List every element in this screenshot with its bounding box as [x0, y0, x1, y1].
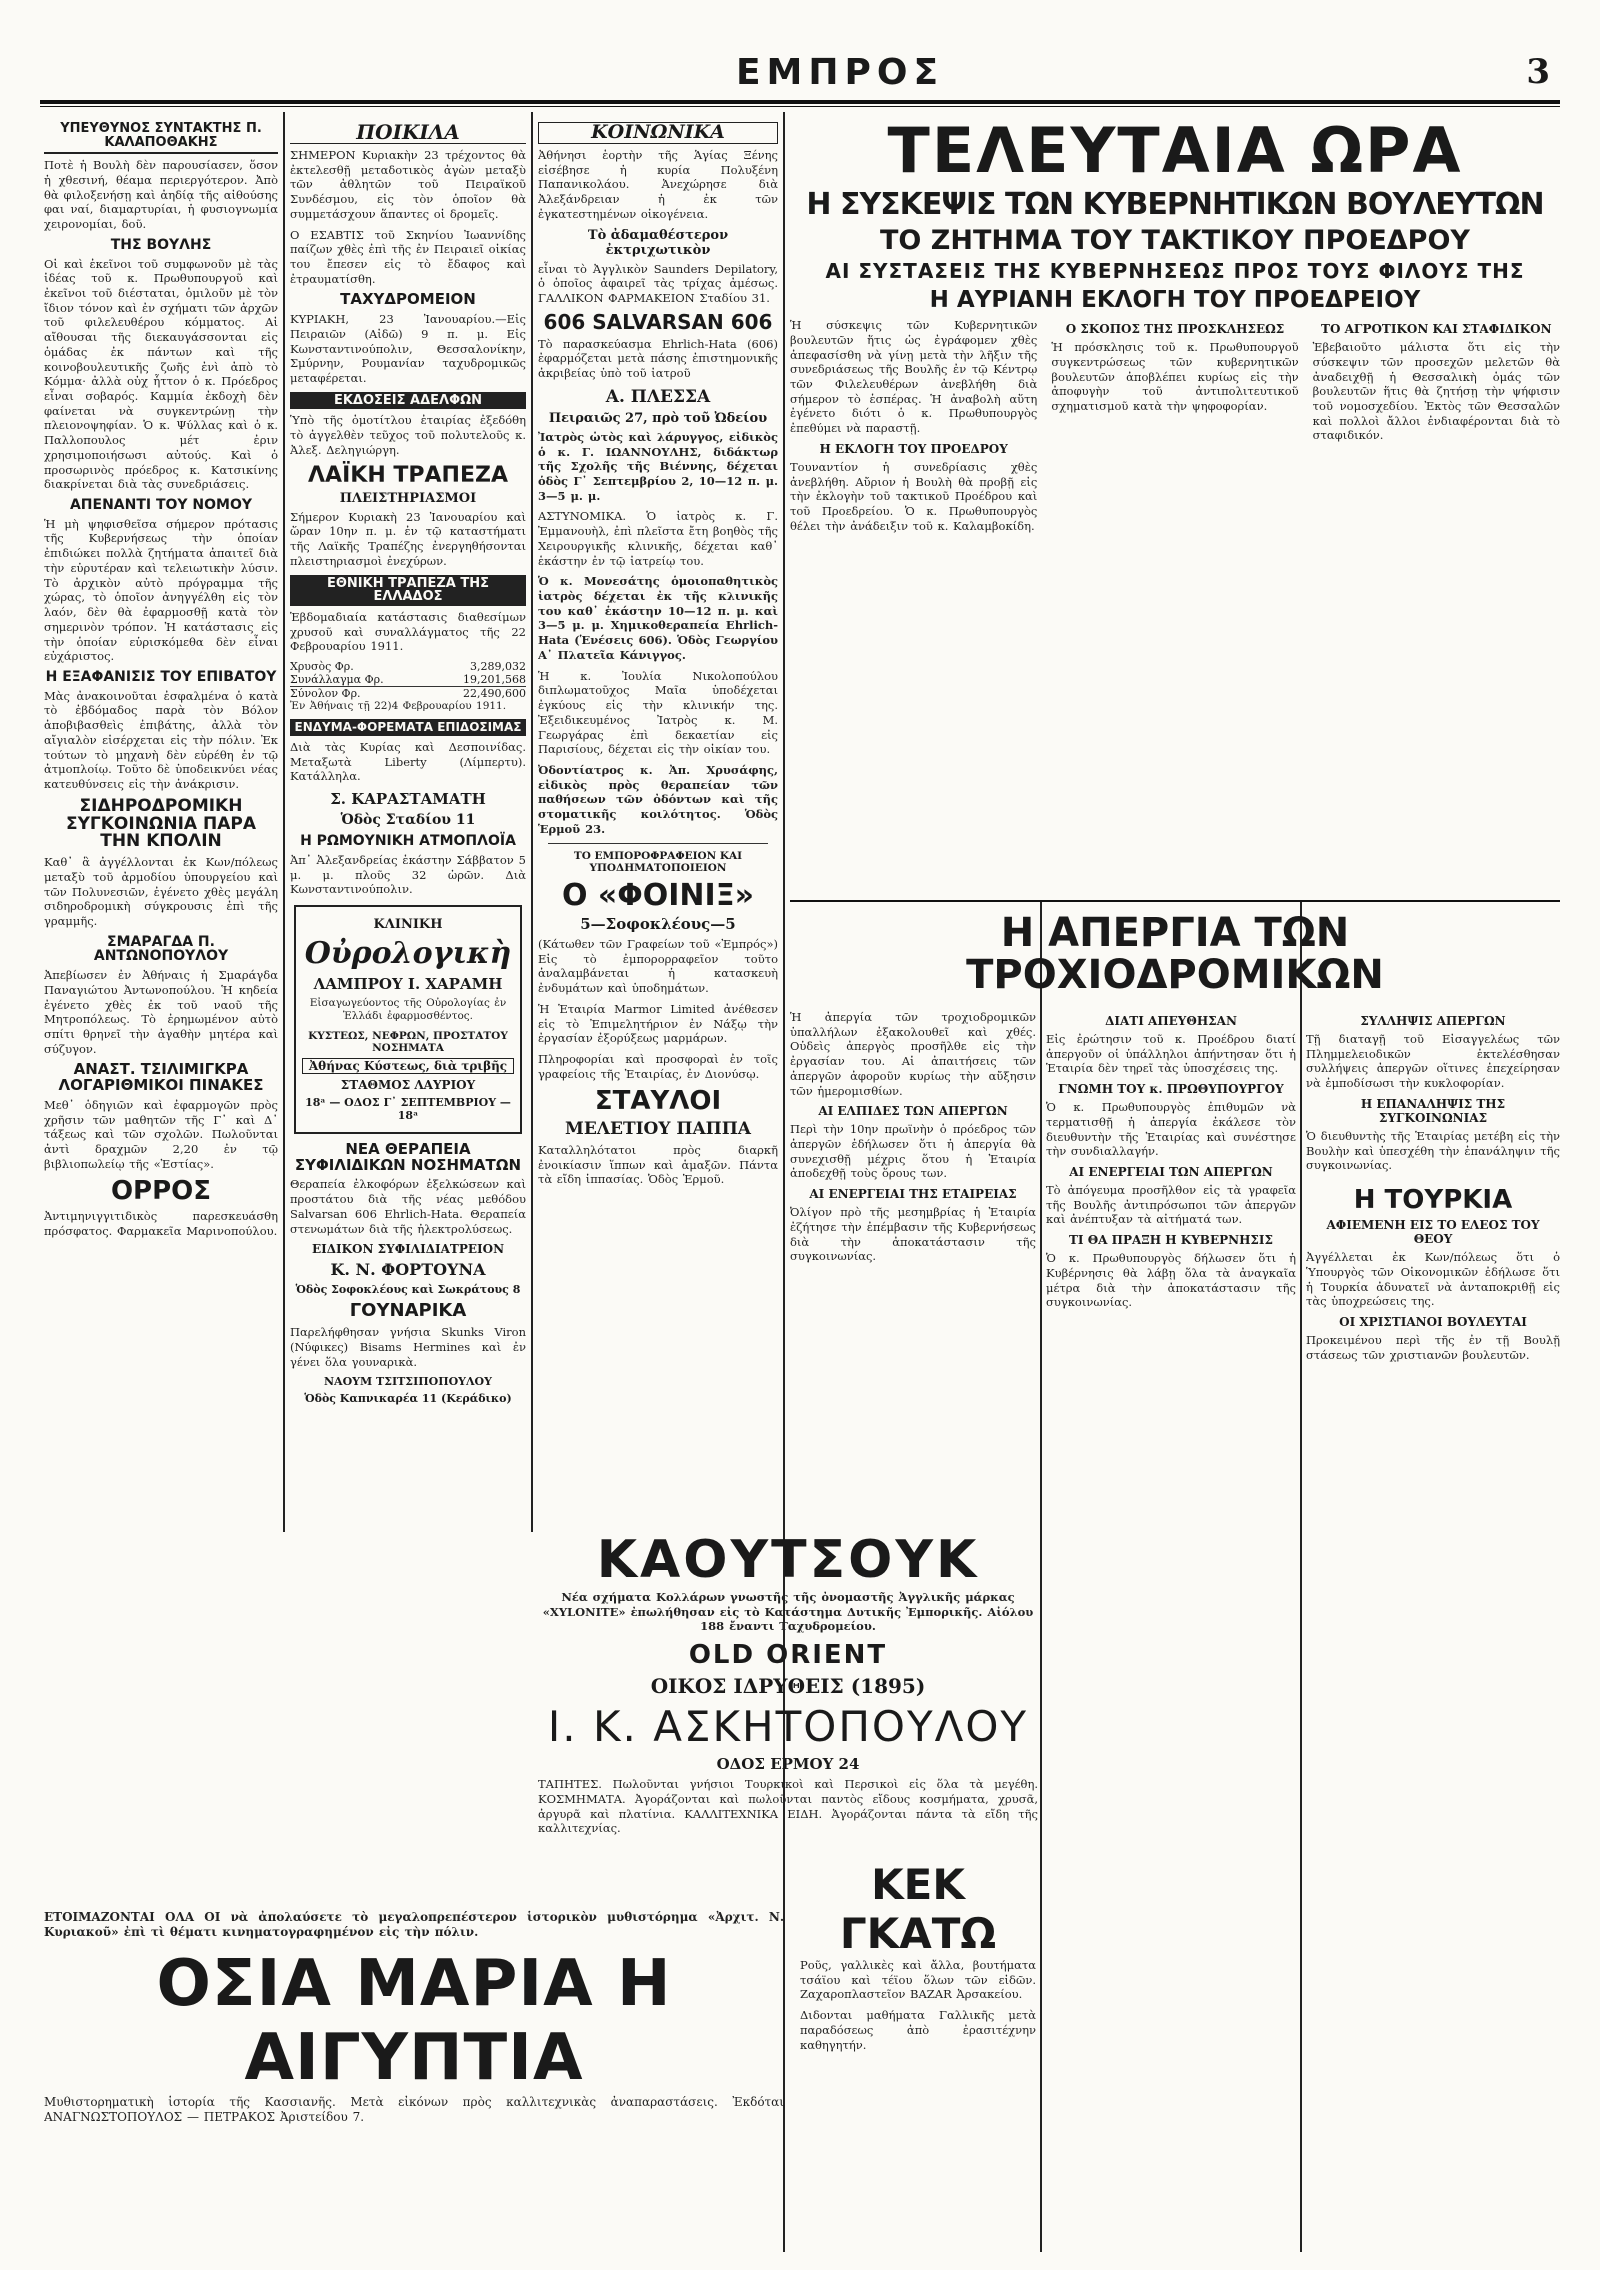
section-heading: ΕΚΔΟΣΕΙΣ ΑΔΕΛΦΩΝ	[290, 392, 526, 410]
news-column	[1051, 318, 1298, 539]
subheadline: ΑΙ ΣΥΣΤΑΣΕΙΣ ΤΗΣ ΚΥΒΕΡΝΗΣΕΩΣ ΠΡΟΣ ΤΟΥΣ ΦΙΛΟΥΣ ΤΗΣ	[825, 258, 1525, 283]
article-text: Πληροφορίαι καὶ προσφοραὶ ἐν τοῖς γραφείοις τῆς Ἑταιρίας, ἐν Διονύσῳ.	[538, 1052, 778, 1081]
bank-text: Σήμερον Κυριακὴ 23 Ἰανουαρίου καὶ ὥραν 10ην π. μ. ἐν τῷ καταστήματι τῆς Λαϊκῆς Τραπέζης ἐνεργηθήσονται πλειστηριασμοὶ ἐνεχύρων.	[290, 509, 526, 568]
turkey-subheadline: ΑΦΙΕΜΕΝΗ ΕΙΣ ΤΟ ΕΛΕΟΣ ΤΟΥ ΘΕΟΥ	[1326, 1218, 1540, 1247]
ad-text: Τὸ παρασκεύασμα Ehrlich-Hata (606) ἐφαρμόζεται μετὰ πάσης ἐπιστημονικῆς ἀκριβείας ὑπὸ τοῦ ἰατροῦ	[538, 336, 778, 381]
ad-heading: Η ΡΩΜΟΥΝΙΚΗ ΑΤΜΟΠΛΟΪΑ	[300, 833, 516, 850]
article-text: Ὁ διευθυντὴς τῆς Ἑταιρίας μετέβη εἰς τὴν Βουλὴν καὶ ὑπεσχέθη τὴν ἐπανάληψιν τῆς συγκοινωνίας.	[1306, 1128, 1560, 1173]
bank-heading: ΛΑΪΚΗ ΤΡΑΠΕΖΑ	[308, 462, 508, 488]
bank-figure-row	[290, 673, 526, 686]
ad-heading: ΤΟ ΕΜΠΟΡΟΦΡΑΦΕΙΟΝ ΚΑΙ ΥΠΟΔΗΜΑΤΟΠΟΙΕΙΟΝ	[573, 849, 743, 874]
figure-label: Συνάλλαγμα Φρ.	[290, 673, 384, 687]
banner-title: ΟΣΙΑ ΜΑΡΙΑ Η ΑΙΓΥΠΤΙΑ	[156, 1946, 672, 2095]
bank-date: Ἐν Ἀθήναις τῇ 22)4 Φεβρουαρίου 1911.	[290, 700, 507, 713]
article-text: Ἡ σύσκεψις τῶν Κυβερνητικῶν βουλευτῶν ἥτις ὡς ἐγράφομεν χθὲς ἀπεφασίσθη νὰ γίνῃ μετὰ τὴν λῆξιν τῆς συνεδριάσεως τῆς Βουλῆς ἐν τῷ Κέντρῳ τῶν Φιλελευθέρων ἀνεβλήθη διὰ σήμερον τὸ ἑσπέρας. Ἡ ἀναβολὴ αὕτη ἐγένετο διότι ὁ κ. Πρωθυπουργὸς ἐπεθύμει νὰ παραστῇ.	[790, 318, 1038, 436]
ad-text: εἶναι τὸ Ἀγγλικὸν Saunders Depilatory, ὁ ὁποῖος ἀφαιρεῖ τὰς τρίχας ἀμέσως. ΓΑΛΛΙΚΟΝ ΦΑΡΜΑΚΕΙΟΝ Σταδίου 31.	[538, 261, 778, 305]
clinic-doctor: Κ. Ν. ΦΟΡΤΟΥΝΑ	[330, 1260, 486, 1280]
article-text: Ἡ πρόσκλησις τοῦ κ. Πρωθυπουργοῦ συγκεντρώσεως τῶν κυβερνητικῶν βουλευτῶν ἀποβλέπει κυρίως εἰς τὴν ἀποφυγὴν τοῦ ἀντιπολιτευτικοῦ σχηματισμοῦ κατὰ τὴν ψηφοφορίαν.	[1051, 340, 1299, 413]
bank-heading: ΕΘΝΙΚΗ ΤΡΑΠΕΖΑ ΤΗΣ ΕΛΛΑΔΟΣ	[290, 575, 526, 606]
article-text: Ὀλίγον πρὸ τῆς μεσημβρίας ἡ Ἑταιρία ἐζήτησε τὴν ἐπέμβασιν τῆς Κυβερνήσεως διὰ τὴν ἀποκατάστασιν τῆς συγκοινωνίας.	[790, 1205, 1036, 1264]
strike-column-3	[1306, 1010, 1560, 2250]
column-rule	[1300, 900, 1302, 2252]
masthead-rule-thin	[40, 106, 1560, 107]
article-text: Ἡ μὴ ψηφισθεῖσα σήμερον πρότασις τῆς Κυβερνήσεως τὴν ὁποίαν ἐπιδιώκει πολλὰ ζητήματα ἀπαιτεῖ διὰ τὴν εὐρυτέραν καὶ τελειωτικὴν λύσιν. Τὸ ἀρχικὸν αὐτὸ πρόγραμμα τῆς χώρας, τὸ ὁποῖον ἀνηγγέλθη εἰς τὸν λαόν, δὲν θὰ ἐφαρμοσθῇ κατὰ τὸν σημερινὸν τρόπον. Ἡ κατάστασις εἰς τὴν ὁποίαν εὑρισκόμεθα δὲν εἶναι εὐχάριστος.	[44, 516, 278, 664]
article-subheading: Η ΕΚΛΟΓΗ ΤΟΥ ΠΡΟΕΔΡΟΥ	[819, 441, 1008, 456]
section-rule	[790, 900, 1560, 902]
article-text: Ο ΕΣΑΒΤΙΣ τοῦ Σκηνίου Ἰωαννίδης παίζων χθὲς ἐπὶ τῆς ἐν Πειραιεῖ οἰκίας του ἔπεσεν εἰς τὸ ἔδαφος καὶ ἐτραυματίσθη.	[290, 227, 526, 286]
article-text: Περὶ τὴν 10ην πρωϊνὴν ὁ πρόεδρος τῶν ἀπεργῶν ἐδήλωσεν ὅτι ἡ ἀπεργία θὰ συνεχισθῇ μέχρις ὅτου ἡ Ἑταιρία ἀποδεχθῇ τοὺς ὅρους των.	[790, 1122, 1036, 1181]
ad-text: Μεθ᾽ ὁδηγιῶν καὶ ἐφαρμογῶν πρὸς χρῆσιν τῶν μαθητῶν τῆς Γ᾽ καὶ Δ᾽ τάξεως καὶ τῶν σχολῶν. Πωλοῦνται ἀντὶ δραχμῶν 2,20 ἐν τῷ βιβλιοπωλείῳ τῆς «Ἑστίας».	[44, 1097, 278, 1171]
shop-name: OLD ORIENT	[688, 1640, 888, 1671]
article-text: Ποτὲ ἡ Βουλὴ δὲν παρουσίασεν, ὅσον ἡ χθεσινή, θέαμα περιεργότερον. Ἀπὸ θὰ φιλοξενήσῃ καὶ ἀηδίᾳ τῆς αἰθούσης φαι ναί, διαμαρτυρίαι, ἡ φυσιογνωμία χειρονομίαι, δοῦ.	[44, 158, 278, 232]
shop-subtitle: ΟΙΚΟΣ ΙΔΡΥΘΕΙΣ (1895)	[650, 1674, 926, 1699]
ad-text: Νέα σχήματα Κολλάρων γνωστῆς τῆς ὀνομαστῆς Ἀγγλικῆς μάρκας «XYLONITE» ἐπωλήθησαν εἰς τὸ Κατάστημα Δυτικῆς Ἐμπορικῆς. Αἰόλου 188 ἔναντι Ταχυδρομείου.	[542, 1590, 1034, 1634]
ad-heading: ΝΕΑ ΘΕΡΑΠΕΙΑ ΣΥΦΙΛΙΔΙΚΩΝ ΝΟΣΗΜΑΤΩΝ	[294, 1139, 522, 1174]
ad-text: Θεραπεία ἐλκοφόρων ἐξελκώσεων καὶ προστάτου διὰ τῆς νέας μεθόδου Salvarsan 606 Ehrlich-Hata. Θεραπεία στενωμάτων διὰ τῆς ἠλεκτρολύσεως.	[290, 1177, 526, 1236]
ad-title: ΣΤΑΥΛΟΙ	[594, 1085, 722, 1116]
shop-name: Σ. ΚΑΡΑΣΤΑΜΑΤΗ	[330, 790, 486, 809]
column-rule	[283, 112, 285, 1532]
article-text: Ἀπεβίωσεν ἐν Ἀθήναις ἡ Σμαράγδα Παναγιώτου Ἀντωνοπούλου. Ἡ κηδεία ἐγένετο χθὲς ἐκ τοῦ ναοῦ τῆς Μητροπόλεως. Τὸ ἐρημωμένον αὐτὸ σπίτι θρηνεῖ τὴν ἀγαθὴν μητέρα καὶ σύζυγον.	[44, 968, 278, 1056]
clinic-station: ΣΤΑΘΜΟΣ ΛΑΥΡΙΟΥ	[340, 1077, 476, 1092]
article-text: Ὁ κ. Πρωθυπουργὸς ἐπιθυμῶν νὰ τερματισθῇ ἡ ἀπεργία ἐκάλεσε τὸν διευθυντὴν τῆς Ἑταιρίας καὶ συνέστησε τὴν συνδιαλλαγήν.	[1046, 1100, 1296, 1159]
ad-text: Διὰ τὰς Κυρίας καὶ Δεσποινίδας. Μεταξωτὰ Liberty (Λίμπερτυ). Κατάλληλα.	[290, 740, 526, 784]
news-column	[790, 318, 1037, 539]
turkey-headline: Η ΤΟΥΡΚΙΑ	[1353, 1185, 1513, 1216]
strike-banner	[790, 906, 1560, 996]
doctor-address: Πειραιῶς 27, πρὸ τοῦ Ὠδείου	[548, 410, 768, 426]
bank-figure-row	[290, 660, 526, 673]
ad-text: Ροῦς, γαλλικὲς καὶ ἄλλα, βουτήματα τσάϊου καὶ τέϊου ὅλων τῶν εἰδῶν. Ζαχαροπλαστεῖον BAZAR Ἀρσακείου.	[800, 1958, 1036, 2002]
banner-text: Μυθιστορηματικὴ ἱστορία τῆς Κασσιανῆς. Μετὰ εἰκόνων πρὸς καλλιτεχνικὰς ἀναπαραστάσεις. Ἐκδόται ΑΝΑΓΝΩΣΤΟΠΟΥΛΟΣ — ΠΕΤΡΑΚΟΣ Ἀριστείδου 7.	[44, 2094, 784, 2125]
article-subheading: ΤΟ ΑΓΡΟΤΙΚΟΝ ΚΑΙ ΣΤΑΦΙΔΙΚΟΝ	[1321, 322, 1552, 337]
ad-text: Ὀδοντίατρος κ. Ἀπ. Χρυσάφης, εἰδικὸς πρὸς θεραπείαν τῶν παθήσεων τῶν ὀδόντων καὶ τῆς στοματικῆς κοιλότητος. Ὁδὸς Ἑρμοῦ 23.	[538, 762, 778, 836]
article-text: Τουναντίον ἡ συνεδρίασις χθὲς ἀνεβλήθη. Αὔριον ἡ Βουλὴ θὰ προβῇ εἰς τὴν ἐκλογὴν τοῦ τακτικοῦ Προέδρου καὶ τοῦ Προεδρείου. Ὁ κ. Πρωθυπουργὸς θέλει τὴν ἀνάδειξιν τοῦ κ. Καλαμβοκίδη.	[790, 459, 1038, 533]
article-heading: ΣΜΑΡΑΓΔΑ Π. ΑΝΤΩΝΟΠΟΥΛΟΥ	[93, 933, 229, 965]
ad-text: Ἀντιμηνιγγιτιδικὸς παρεσκευάσθη πρόσφατος. Φαρμακεῖα Μαρινοπούλου.	[44, 1208, 278, 1238]
ad-text: Διδονται μαθήματα Γαλλικῆς μετὰ παραδόσεως ἀπὸ ἐρασιτέχνην καθηγητήν.	[800, 2008, 1036, 2052]
figure-value: 3,289,032	[470, 660, 526, 674]
bank-figure-row	[290, 686, 526, 700]
bank-subheading: ΠΛΕΙΣΤΗΡΙΑΣΜΟΙ	[339, 490, 477, 506]
ad-text: Ἡ κ. Ἰουλία Νικολοπούλου διπλωματοῦχος Μαῖα ὑποδέχεται ἐγκύους εἰς τὴν κλινικήν της. Ἐξειδικευμένος Ἰατρὸς κ. Μ. Γεωργάρας ἐπὶ δεκαετίαν εἰς Παρισίους, δέχεται εἰς τὴν οἰκίαν του.	[538, 668, 778, 757]
masthead-rule	[40, 100, 1560, 104]
article-subheading: ΟΙ ΧΡΙΣΤΙΑΝΟΙ ΒΟΥΛΕΥΤΑΙ	[1339, 1315, 1527, 1330]
column-rule	[531, 112, 533, 1532]
cake-ad	[800, 1860, 1036, 2250]
ad-text: Ἀπ᾽ Ἀλεξανδρείας ἑκάστην Σάββατον 5 μ. μ. πλοῦς 32 ὡρῶν. Διὰ Κωνσταντινούπολιν.	[290, 852, 526, 897]
ad-heading: ΕΝΔΥΜΑ-ΦΟΡΕΜΑΤΑ ΕΠΙΔΟΣΙΜΑΣ	[290, 719, 526, 736]
article-text: Τὸ ἀπόγευμα προσῆλθον εἰς τὰ γραφεῖα τῆς Βουλῆς ἀντιπρόσωποι τῶν ἀπεργῶν καὶ ἀνέπτυξαν τὰ αἰτήματά των.	[1046, 1183, 1296, 1227]
article-subheading: Ο ΣΚΟΠΟΣ ΤΗΣ ΠΡΟΣΚΛΗΣΕΩΣ	[1065, 322, 1285, 337]
article-text: Ἡ Ἑταιρία Marmor Limited ἀνέθεσεν εἰς τὸ Ἐπιμελητήριον ἐν Νάξῳ τὴν ἐργασίαν ἐξορύξεως μαρμάρων.	[538, 1001, 778, 1046]
ad-heading: Τὸ ἀδαμαθέστερον ἐκτριχωτικὸν	[587, 227, 729, 258]
clinic-ad	[294, 905, 522, 1134]
bottom-banner	[44, 1910, 784, 2250]
article-subheading: ΓΝΩΜΗ ΤΟΥ κ. ΠΡΩΘΥΠΟΥΡΓΟΥ	[1058, 1082, 1284, 1097]
figure-label: Χρυσὸς Φρ.	[290, 660, 354, 674]
article-subheading: ΑΙ ΕΝΕΡΓΕΙΑΙ ΤΩΝ ΑΠΕΡΓΩΝ	[1069, 1165, 1273, 1180]
section-heading: ΤΑΧΥΔΡΟΜΕΙΟΝ	[340, 290, 476, 309]
clinic-address: 18ᵃ — ΟΔΟΣ Γ᾽ ΣΕΠΤΕΜΒΡΙΟΥ — 18ᵃ	[305, 1095, 511, 1122]
column-2	[290, 116, 526, 1530]
article-text: Ἐβεβαιοῦτο μάλιστα ὅτι εἰς τὴν σύσκεψιν τῶν προσεχῶν μελετῶν θὰ ἀναδειχθῇ ἡ Θεσσαλικὴ ὁμάς τῶν βουλευτῶν ἥτις θὰ ζητήσῃ τὴν ψήφισιν τοῦ νομοσχεδίου. Ἐκτὸς τῶν Θεσσαλῶν καὶ πολλοὶ ἄλλοι ἐνδιαφέρονται διὰ τὸ σταφιδικόν.	[1312, 340, 1560, 443]
shop-address: Ὁδὸς Σταδίου 11	[340, 812, 476, 829]
clinic-specialty: ΚΥΣΤΕΩΣ, ΝΕΦΡΩΝ, ΠΡΟΣΤΑΤΟΥ ΝΟΣΗΜΑΤΑ	[308, 1029, 508, 1054]
column-3	[538, 116, 778, 1530]
cake-title: ΚΕΚ ΓΚΑΤΩ	[839, 1860, 997, 1958]
subheadline: Η ΣΥΣΚΕΨΙΣ ΤΩΝ ΚΥΒΕΡΝΗΤΙΚΩΝ ΒΟΥΛΕΥΤΩΝ	[806, 187, 1544, 223]
article-subheading: Η ΕΠΑΝΑΛΗΨΙΣ ΤΗΣ ΣΥΓΚΟΙΝΩΝΙΑΣ	[1360, 1096, 1506, 1125]
article-text: Προκειμένου περὶ τῆς ἐν τῇ Βουλῇ στάσεως τῶν χριστιανῶν βουλευτῶν.	[1306, 1333, 1560, 1362]
article-text: Ὁ κ. Πρωθυπουργὸς δήλωσεν ὅτι ἡ Κυβέρνησις θὰ λάβῃ ὅλα τὰ ἀναγκαῖα μέτρα διὰ τὴν ἀποκατάστασιν τῆς συγκοινωνίας.	[1046, 1251, 1296, 1310]
ad-text: Ὁ κ. Μονεσάτης ὁμοιοπαθητικὸς ἰατρὸς δέχεται ἐκ τῆς κλινικῆς του καθ᾽ ἑκάστην 10—12 π. μ. καὶ 3—5 μ. μ. Χημικοθεραπεία Ehrlich-Hata (Ἑνέσεις 606). Ὁδὸς Γεωργίου Α᾽ Πλατεῖα Κάνιγγος.	[538, 574, 778, 662]
ad-heading: ΓΟΥΝΑΡΙΚΑ	[349, 1300, 467, 1322]
masthead	[40, 52, 1560, 97]
clinic-doctor: ΛΑΜΠΡΟΥ Ι. ΧΑΡΑΜΗ	[313, 975, 503, 994]
article-text: ΚΥΡΙΑΚΗ, 23 Ἰανουαρίου.—Εἰς Πειραιῶν (Αἰδῶ) 9 π. μ. Εἰς Κωνσταντινούπολιν, Θεσσαλονίκην, Σμύρνην, Ρουμανίαν ταχυδρομικῶς μεταφέρεται.	[290, 312, 526, 386]
figure-value: 19,201,568	[463, 673, 526, 687]
clinic-name: ΕΙΔΙΚΟΝ ΣΥΦΙΛΙΔΙΑΤΡΕΙΟΝ	[311, 1242, 505, 1257]
ad-text: ΑΣΤΥΝΟΜΙΚΑ. Ὁ ἰατρὸς κ. Γ. Ἐμμανουὴλ, ἐπὶ πλεῖστα ἔτη βοηθὸς τῆς Χειρουργικῆς κλινικῆς, δέχεται καθ᾽ ἑκάστην ἐν τῷ ἰατρείῳ του.	[538, 509, 778, 568]
article-subheading: ΑΙ ΕΝΕΡΓΕΙΑΙ ΤΗΣ ΕΤΑΙΡΕΙΑΣ	[809, 1187, 1017, 1202]
shop-address: ΟΔΟΣ ΕΡΜΟΥ 24	[716, 1755, 860, 1774]
news-column	[1313, 318, 1560, 539]
ad-address: 5—Σοφοκλέους—5	[580, 915, 736, 934]
ad-heading: ΑΝΑΣΤ. ΤΣΙΛΙΜΙΓΚΡΑ ΛΟΓΑΡΙΘΜΙΚΟΙ ΠΙΝΑΚΕΣ	[58, 1060, 264, 1095]
clinic-address: Ὁδὸς Σοφοκλέους καὶ Σωκράτους 8	[295, 1283, 521, 1297]
divider	[548, 843, 768, 844]
masthead-title: ΕΜΠΡΟΣ	[735, 52, 945, 93]
article-subheading: ΣΥΛΛΗΨΙΣ ΑΠΕΡΓΩΝ	[1360, 1014, 1506, 1028]
article-text: Ὑπὸ τῆς ὁμοτίτλου ἐταιρίας ἐξεδόθη τὸ ἀγγελθὲν τεῦχος τοῦ πολυτελοῦς κ. Ἀλεξ. Δεληγιώργη.	[290, 413, 526, 457]
shop-name: ΝΑΟΥΜ ΤΣΙΤΣΙΠΟΠΟΥΛΟΥ	[323, 1375, 492, 1389]
strike-headline: Η ΑΠΕΡΓΙΑ ΤΩΝ ΤΡΟΧΙΟΔΡΟΜΙΚΩΝ	[966, 910, 1384, 996]
article-text: Καθ᾽ ἃ ἀγγέλλονται ἐκ Κων/πόλεως μεταξὺ τοῦ ἀρμοδίου ὑπουργείου καὶ τῶν Πολυνεσιῶν, ἐγένετο χθὲς μεγάλη σιδηροδρομικὴ σύγκρουσις ἐπὶ τῆς γραμμῆς.	[44, 855, 278, 929]
section-heading: ΚΟΙΝΩΝΙΚΑ	[538, 122, 778, 144]
ad-text: Ἰατρὸς ὡτὸς καὶ λάρυγγος, εἰδικὸς ὁ κ. Γ. ΙΩΑΝΝΟΥΛΗΣ, διδάκτωρ τῆς Σχολῆς τῆς Βιέννης, δέχεται ὁδὸς Γ᾽ Σεπτεμβρίου 2, 10—12 π. μ. 3—5 μ. μ.	[538, 429, 778, 503]
strike-column-2	[1046, 1010, 1296, 2250]
doctor-name: Α. ΠΛΕΣΣΑ	[605, 386, 711, 407]
ad-heading: 606 SALVARSAN 606	[543, 309, 773, 334]
clinic-note: Εἰσαγωγεύοντος τῆς Οὐρολογίας ἐν Ἑλλάδι ἐφαρμοσθέντος.	[309, 997, 507, 1023]
ad-text: (Κάτωθεν τῶν Γραφείων τοῦ «Ἐμπρός») Εἰς τὸ ἐμπορορραφεῖον τοῦτο ἀναλαμβάνεται ἡ κατασκευὴ ἐνδυμάτων καὶ ὑποδημάτων.	[538, 937, 778, 996]
figure-label: Σύνολον Φρ.	[290, 687, 361, 701]
ad-text: Καταλληλότατοι πρὸς διαρκῆ ἐνοικίασιν ἵππων καὶ ἁμαξῶν. Πάντα τὰ εἴδη ἱππασίας. Ὁδὸς Ἑρμοῦ.	[538, 1142, 778, 1187]
bank-text: Ἑβδομαδιαία κατάστασις διαθεσίμων χρυσοῦ καὶ συναλλάγματος τῆς 22 Φεβρουαρίου 1911.	[290, 609, 526, 654]
column-1	[44, 116, 278, 1530]
ad-heading: ΟΡΡΟΣ	[110, 1175, 212, 1206]
clinic-label: ΚΛΙΝΙΚΗ	[373, 917, 443, 933]
article-heading: ΤΗΣ ΒΟΥΛΗΣ	[110, 236, 212, 253]
article-text: Εἰς ἐρώτησιν τοῦ κ. Προέδρου διατί ἀπεργοῦν οἱ ὑπάλληλοι ἀπήντησαν ὅτι ἡ Ἑταιρία δὲν τηρεῖ τὰς ὑποσχέσεις της.	[1046, 1032, 1296, 1076]
shop-address: Ὁδὸς Καπνικαρέα 11 (Κεράδικο)	[304, 1392, 512, 1406]
shop-owner: Ι. Κ. ΑΣΚΗΤΟΠΟΥΛΟΥ	[547, 1702, 1029, 1752]
article-text: Ἀγγέλλεται ἐκ Κων/πόλεως ὅτι ὁ Ὑπουργὸς τῶν Οἰκονομικῶν ἐδήλωσε ὅτι ἡ Τουρκία ἀδυνατεῖ νὰ ἀνταποκριθῇ εἰς τὰς ὑποχρεώσεις της.	[1306, 1250, 1560, 1309]
clinic-street: Ἀθήνας Κύστεως, διὰ τριβῆς	[302, 1058, 514, 1074]
article-text: Τῇ διαταγῇ τοῦ Εἰσαγγελέως τῶν Πλημμελειοδικῶν ἐκτελέσθησαν συλλήψεις ἀπεργῶν οἵτινες ἐπεχείρησαν νὰ ἐμποδίσωσι τὴν κυκλοφορίαν.	[1306, 1032, 1560, 1091]
latest-news	[790, 116, 1560, 900]
banner-headline: ΤΕΛΕΥΤΑΙΑ ΩΡΑ	[887, 116, 1463, 187]
figure-value: 22,490,600	[463, 687, 526, 701]
article-heading: Η ΕΞΑΦΑΝΙΣΙΣ ΤΟΥ ΕΠΙΒΑΤΟΥ	[45, 668, 277, 685]
article-heading: ΑΠΕΝΑΝΤΙ ΤΟΥ ΝΟΜΟΥ	[69, 497, 253, 514]
article-text: Ἀθήνησι ἑορτὴν τῆς Ἁγίας Ξένης εἰσέβησε ἡ κυρία Πολυξένη Παπανικολάου. Ἀνεχώρησε διὰ Ἀλεξάνδρειαν ἡ ἐκ τῶν ἐγκατεστημένων οἰκογένεια.	[538, 147, 778, 221]
article-text: Οἱ καὶ ἐκεῖνοι τοῦ συμφωνοῦν μὲ τὰς ἰδέας τοῦ κ. Πρωθυπουργοῦ καὶ ἐκεῖνοι τοῦ διέσταται, ὁμιλοῦν μὲ τὸν ἴδιον τόνον καὶ ἐν σχήματι τῶν ἀρχῶν τοῦ φιλελευθέρου κόμματος. Αἱ αἴθουσαι τῆς διεκαυγάσσονται εἰς ὁμάδας ἐκ πάντων καὶ τῆς κοινοβουλευτικῆς ζωῆς ἐνὶ ἀπὸ τὸ Κόμμα· ἀλλὰ οὐχ ἧττον ὁ κ. Πρόεδρος εἶναι σοβαρός. Καμμία ἐκδοχὴ δὲν φαίνεται νὰ συγκεντρώνῃ τὴν πλειονοψηφίαν. Ὁ κ. Ψύλλας καὶ ὁ κ. Παλλοπουλος μέτ ἐριν χρησιμοποιήσωσι αὐτούς. Καὶ ὁ προσωρινὸς πρόεδρος κ. Κατσικίνης διακρίνεται διὰ τὰς συνεδριάσεις.	[44, 256, 278, 492]
article-heading: ΣΙΔΗΡΟΔΡΟΜΙΚΗ ΣΥΓΚΟΙΝΩΝΙΑ ΠΑΡΑ ΤΗΝ ΚΠΟΛΙΝ	[65, 795, 256, 852]
article-text: ΣΗΜΕΡΟΝ Κυριακὴν 23 τρέχοντος θὰ ἐκτελεσθῇ μεταδοτικὸς ἀγὼν μεταξὺ τῶν ἀθλητῶν τοῦ Πειραϊκοῦ Συνδέσμου, εἰς τὸν ὁποῖον θὰ συμμετάσχουν ἅπαντες οἱ δρομεῖς.	[290, 148, 526, 221]
rubber-ad-title: ΚΑΟΥΤΣΟΥΚ	[596, 1530, 980, 1590]
article-subheading: ΔΙΑΤΙ ΑΠΕΥΘΗΣΑΝ	[1105, 1014, 1237, 1028]
article-subheading: ΑΙ ΕΛΠΙΔΕΣ ΤΩΝ ΑΠΕΡΓΩΝ	[818, 1104, 1008, 1119]
page-number: 3	[1526, 52, 1550, 92]
ad-title: Ο «ΦΟΙΝΙΞ»	[561, 877, 755, 913]
ad-text: Παρελήφθησαν γνήσια Skunks Viron (Νύφικες) Bisams Hermines καὶ ἐν γένει ὅλα γουναρικὰ.	[290, 1325, 526, 1369]
news-columns	[790, 318, 1560, 539]
article-text: Ἡ ἀπεργία τῶν τροχιοδρομικῶν ὑπαλλήλων ἐξακολουθεῖ καὶ χθές. Οὐδεὶς ἀπεργὸς προσῆλθε εἰς τὴν ἐργασίαν του. Αἱ ἀπαιτήσεις τῶν ἀπεργῶν ἀφοροῦν κυρίως τὴν αὔξησιν τῶν ἡμερομισθίων.	[790, 1010, 1036, 1098]
ad-owner: ΜΕΛΕΤΙΟΥ ΠΑΠΠΑ	[565, 1118, 751, 1139]
subheadline: ΤΟ ΖΗΤΗΜΑ ΤΟΥ ΤΑΚΤΙΚΟΥ ΠΡΟΕΔΡΟΥ	[880, 224, 1470, 256]
banner-intro: ΕΤΟΙΜΑΖΟΝΤΑΙ ΟΛΑ ΟΙ νὰ ἀπολαύσετε τὸ μεγαλοπρεπέστερον ἱστορικὸν μυθιστόρημα «Ἀρχιτ. Ν. Κυριακοῦ» ἐπὶ τὶ θέματι κινηματογραφημένον εἰς τὴν πόλιν.	[44, 1910, 784, 1940]
subheadline: Η ΑΥΡΙΑΝΗ ΕΚΛΟΓΗ ΤΟΥ ΠΡΟΕΔΡΕΙΟΥ	[929, 286, 1421, 313]
section-heading: ΠΟΙΚΙΛΑ	[290, 122, 526, 144]
strike-column-1	[790, 1010, 1036, 1510]
article-subheading: ΤΙ ΘΑ ΠΡΑΞΗ Η ΚΥΒΕΡΝΗΣΙΣ	[1069, 1233, 1273, 1248]
column-rule	[1040, 900, 1042, 2252]
editor-credit: ΥΠΕΥΘΥΝΟΣ ΣΥΝΤΑΚΤΗΣ Π. ΚΑΛΑΠΟΘΑΚΗΣ	[44, 122, 278, 154]
article-text: Μὰς ἀνακοινοῦται ἐσφαλμένα ὁ κατὰ τὸ ἐβδόμαδος παρὰ τὸν Βόλον ἀποβιβασθεὶς ἐπιβάτης, ἀλλὰ τὸν αἴγιαλὸν εἰσέρχεται εἰς τὴν πόλιν. Ἐκ τούτων τὸ μηχανὴ δὲν εὑρέθη ἐν τῷ ἀτμοπλοίῳ. Τοῦτο δὲ ὑποδεικνύει νέας κατευθύνσεις εἰς τὴν ἀνάκρισιν.	[44, 688, 278, 791]
ad-text: ΤΑΠΗΤΕΣ. Πωλοῦνται γνήσιοι Τουρκικοὶ καὶ Περσικοὶ εἰς ὅλα τὰ μεγέθη. ΚΟΣΜΗΜΑΤΑ. Ἀγοράζονται καὶ πωλοῦνται παντὸς εἴδους κοσμήματα, χρυσᾶ, ἀργυρᾶ καὶ πλατίνια. ΚΑΛΛΙΤΕΧΝΙΚΑ ΕΙΔΗ. Ἀγοράζονται πάντα τὰ εἴδη τῆς καλλιτεχνίας.	[538, 1777, 1038, 1836]
clinic-title: Οὐρολογικὴ	[304, 936, 512, 972]
